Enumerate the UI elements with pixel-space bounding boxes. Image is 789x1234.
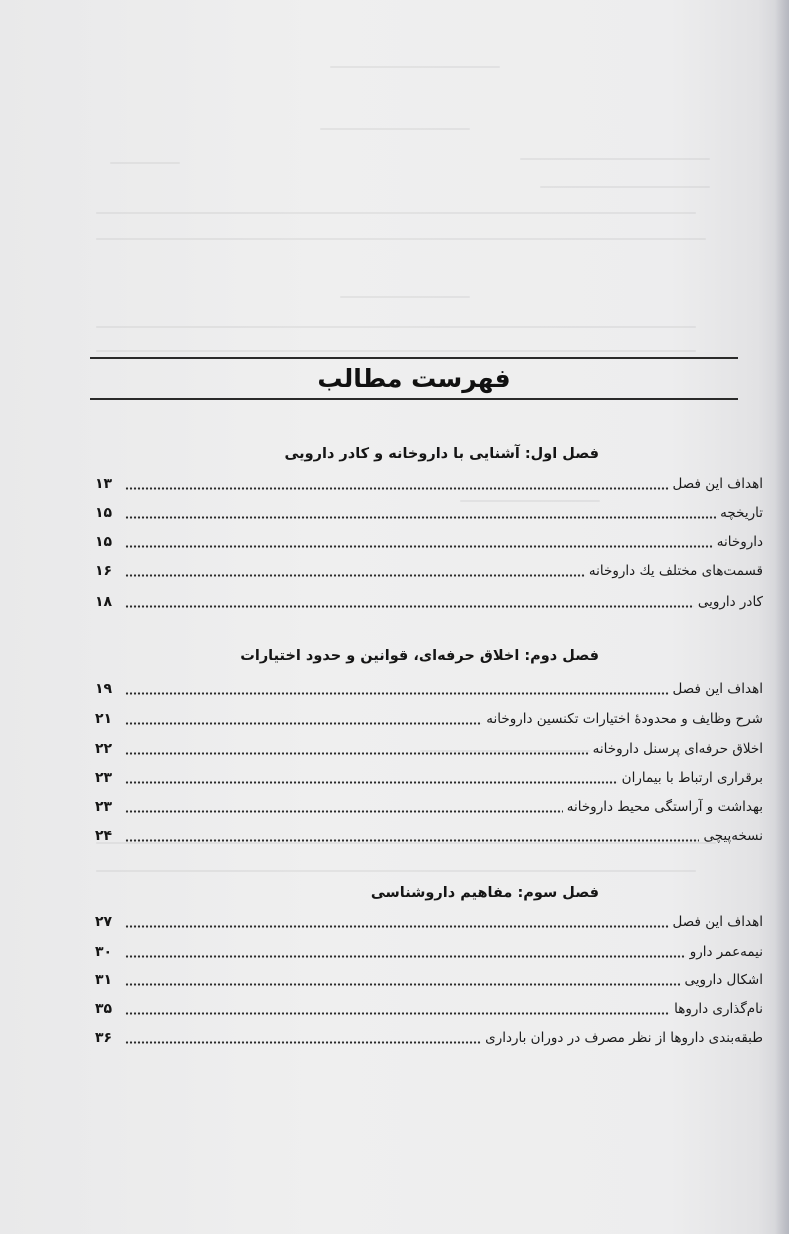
entry-label: نسخه‌پیچی — [703, 828, 763, 844]
dot-leader — [125, 839, 699, 842]
entry-label: طبقه‌بندی داروها از نظر مصرف در دوران بارداری — [485, 1030, 763, 1046]
toc-entry[interactable] — [95, 793, 763, 817]
entry-label: نیمه‌عمر دارو — [689, 944, 763, 960]
toc-entry[interactable] — [95, 938, 763, 962]
dot-leader — [125, 545, 713, 548]
toc-entry[interactable] — [95, 1024, 763, 1048]
dot-leader — [125, 1012, 670, 1015]
entry-label: برقراری ارتباط با بیماران — [621, 770, 763, 786]
page-edge-shadow — [775, 0, 789, 1234]
toc-heading: فهرست مطالب — [317, 364, 511, 393]
toc-entry[interactable] — [95, 588, 763, 612]
entry-label: داروخانه — [716, 534, 763, 550]
entry-page-number: ۱۹ — [95, 681, 113, 697]
entry-page-number: ۳۵ — [95, 1001, 113, 1017]
entry-label: اهداف این فصل — [672, 681, 763, 697]
entry-label: کادر دارویی — [697, 594, 763, 610]
toc-entry[interactable] — [95, 735, 763, 759]
dot-leader — [125, 955, 686, 958]
dot-leader — [125, 925, 669, 928]
entry-page-number: ۳۰ — [95, 944, 113, 960]
entry-page-number: ۲۳ — [95, 770, 113, 786]
dot-leader — [125, 574, 585, 577]
dot-leader — [125, 516, 716, 519]
toc-entry[interactable] — [95, 705, 763, 729]
chapter-title: فصل دوم: اخلاق حرفه‌ای، قوانین و حدود اختیارات — [240, 648, 599, 664]
entry-label: بهداشت و آراستگی محیط داروخانه — [566, 799, 763, 815]
toc-entry[interactable] — [95, 764, 763, 788]
entry-label: اخلاق حرفه‌ای پرسنل داروخانه — [592, 741, 763, 757]
toc-entry[interactable] — [95, 908, 763, 932]
dot-leader — [125, 752, 589, 755]
dot-leader — [125, 1041, 481, 1044]
entry-page-number: ۱۵ — [95, 505, 113, 521]
dot-leader — [125, 487, 669, 490]
toc-entry[interactable] — [95, 557, 763, 581]
entry-page-number: ۲۱ — [95, 711, 113, 727]
entry-label: قسمت‌های مختلف یك داروخانه — [588, 563, 763, 579]
chapter-title: فصل اول: آشنایی با داروخانه و کادر دارویی — [284, 446, 599, 462]
entry-label: شرح وظایف و محدودهٔ اختیارات تکنسین داروخانه — [486, 711, 763, 727]
toc-entry[interactable] — [95, 995, 763, 1019]
dot-leader — [125, 605, 694, 608]
entry-page-number: ۲۳ — [95, 799, 113, 815]
entry-page-number: ۲۷ — [95, 914, 113, 930]
entry-page-number: ۲۴ — [95, 828, 113, 844]
entry-label: اشکال دارویی — [684, 972, 763, 988]
entry-label: اهداف این فصل — [672, 914, 763, 930]
entry-page-number: ۳۱ — [95, 972, 113, 988]
entry-page-number: ۱۳ — [95, 476, 113, 492]
entry-label: اهداف این فصل — [672, 476, 763, 492]
toc-entry[interactable] — [95, 822, 763, 846]
entry-page-number: ۱۵ — [95, 534, 113, 550]
toc-entry[interactable] — [95, 966, 763, 990]
dot-leader — [125, 692, 669, 695]
entry-label: نام‌گذاری داروها — [674, 1001, 763, 1017]
entry-page-number: ۳۶ — [95, 1030, 113, 1046]
toc-entry[interactable] — [95, 675, 763, 699]
dot-leader — [125, 781, 618, 784]
entry-page-number: ۲۲ — [95, 741, 113, 757]
dot-leader — [125, 983, 680, 986]
heading-top-rule — [90, 357, 738, 359]
toc-entry[interactable] — [95, 470, 763, 494]
dot-leader — [125, 722, 482, 725]
chapter-title: فصل سوم: مفاهیم داروشناسی — [370, 885, 599, 901]
entry-label: تاریخچه — [720, 505, 763, 521]
dot-leader — [125, 810, 563, 813]
entry-page-number: ۱۶ — [95, 563, 113, 579]
toc-entry[interactable] — [95, 528, 763, 552]
heading-bottom-rule — [90, 398, 738, 400]
toc-entry[interactable] — [95, 499, 763, 523]
entry-page-number: ۱۸ — [95, 594, 113, 610]
